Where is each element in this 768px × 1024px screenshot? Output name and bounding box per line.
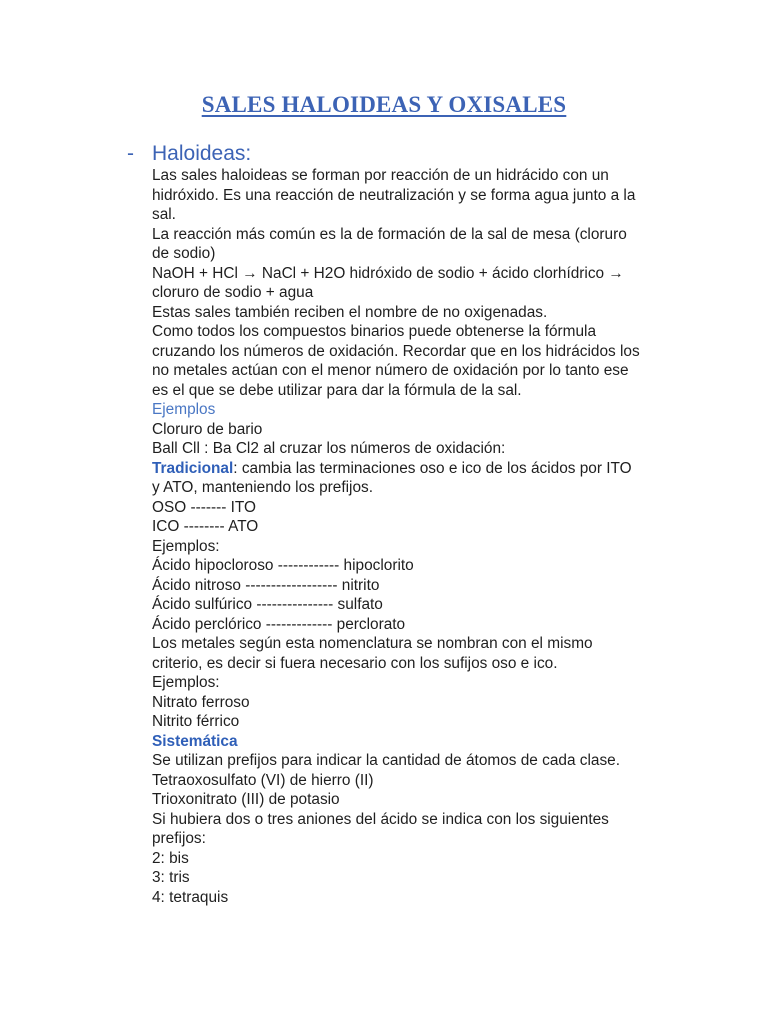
bullet-dash: - — [127, 142, 134, 165]
paragraph-line: Tetraoxosulfato (VI) de hierro (II) — [152, 771, 374, 789]
paragraph-line: 2: bis — [152, 849, 189, 867]
paragraph-line: Se utilizan prefijos para indicar la cantidad de átomos de cada clase. — [152, 752, 620, 769]
paragraph-line: prefijos: — [152, 830, 206, 847]
examples-label: Ejemplos — [152, 401, 216, 418]
paragraph-line: cloruro de sodio + agua — [152, 284, 314, 301]
paragraph-line: 4: tetraquis — [152, 888, 229, 906]
paragraph-line: Trioxonitrato (III) de potasio — [152, 791, 340, 808]
tradicional-text: : cambia las terminaciones oso e ico de los ácidos por ITO — [233, 459, 632, 477]
paragraph-line: sal. — [152, 206, 176, 223]
paragraph-line: Nitrito férrico — [152, 713, 240, 730]
paragraph-line: Si hubiera dos o tres aniones del ácido se indica con los siguientes — [152, 810, 609, 828]
paragraph-line: Las sales haloideas se forman por reacción de un hidrácido con un — [152, 167, 609, 184]
document-body — [152, 166, 672, 907]
paragraph-line: cruzando los números de oxidación. Recordar que en los hidrácidos los — [152, 342, 640, 360]
paragraph-line: Los metales según esta nomenclatura se nombran con el mismo — [152, 635, 593, 652]
paragraph-line: Ball Cll : Ba Cl2 al cruzar los números de oxidación: — [152, 440, 506, 457]
paragraph-line: es el que se debe utilizar para dar la fórmula de la sal. — [152, 381, 522, 399]
document-title: SALES HALOIDEAS Y OXISALES — [201, 92, 567, 117]
tradicional-line — [152, 459, 672, 479]
paragraph-line: Estas sales también reciben el nombre de no oxigenadas. — [152, 303, 548, 321]
sistematica-heading: Sistemática — [152, 732, 238, 750]
paragraph-line: Ácido nitroso ------------------ nitrito — [152, 576, 380, 594]
paragraph-line: 3: tris — [152, 869, 190, 886]
paragraph-line: OSO ------- ITO — [152, 498, 257, 516]
paragraph-line: Ejemplos: — [152, 674, 220, 691]
paragraph-line: no metales actúan con el menor número de oxidación por lo tanto ese — [152, 362, 629, 379]
section-heading — [127, 142, 251, 166]
section-heading-label: Haloideas: — [152, 142, 252, 165]
paragraph-line: y ATO, manteniendo los prefijos. — [152, 479, 373, 496]
paragraph-line: Ácido hipocloroso ------------ hipoclorito — [152, 557, 414, 574]
paragraph-line: NaOH + HCl → NaCl + H2O hidróxido de sodio + ácido clorhídrico → — [152, 264, 624, 282]
paragraph-line: Nitrato ferroso — [152, 693, 250, 711]
paragraph-line: ICO -------- ATO — [152, 518, 259, 535]
paragraph-line: La reacción más común es la de formación de la sal de mesa (cloruro — [152, 225, 627, 243]
paragraph-line: Cloruro de bario — [152, 420, 263, 438]
paragraph-line: Ejemplos: — [152, 537, 220, 555]
paragraph-line: hidróxido. Es una reacción de neutralización y se forma agua junto a la — [152, 186, 636, 204]
paragraph-line: Ácido perclórico ------------- perclorato — [152, 615, 406, 633]
paragraph-line: criterio, es decir si fuera necesario con los sufijos oso e ico. — [152, 654, 558, 672]
paragraph-line: Como todos los compuestos binarios puede obtenerse la fórmula — [152, 323, 597, 340]
paragraph-line: Ácido sulfúrico --------------- sulfato — [152, 596, 383, 613]
paragraph-line: de sodio) — [152, 245, 216, 262]
tradicional-heading: Tradicional — [152, 459, 234, 477]
